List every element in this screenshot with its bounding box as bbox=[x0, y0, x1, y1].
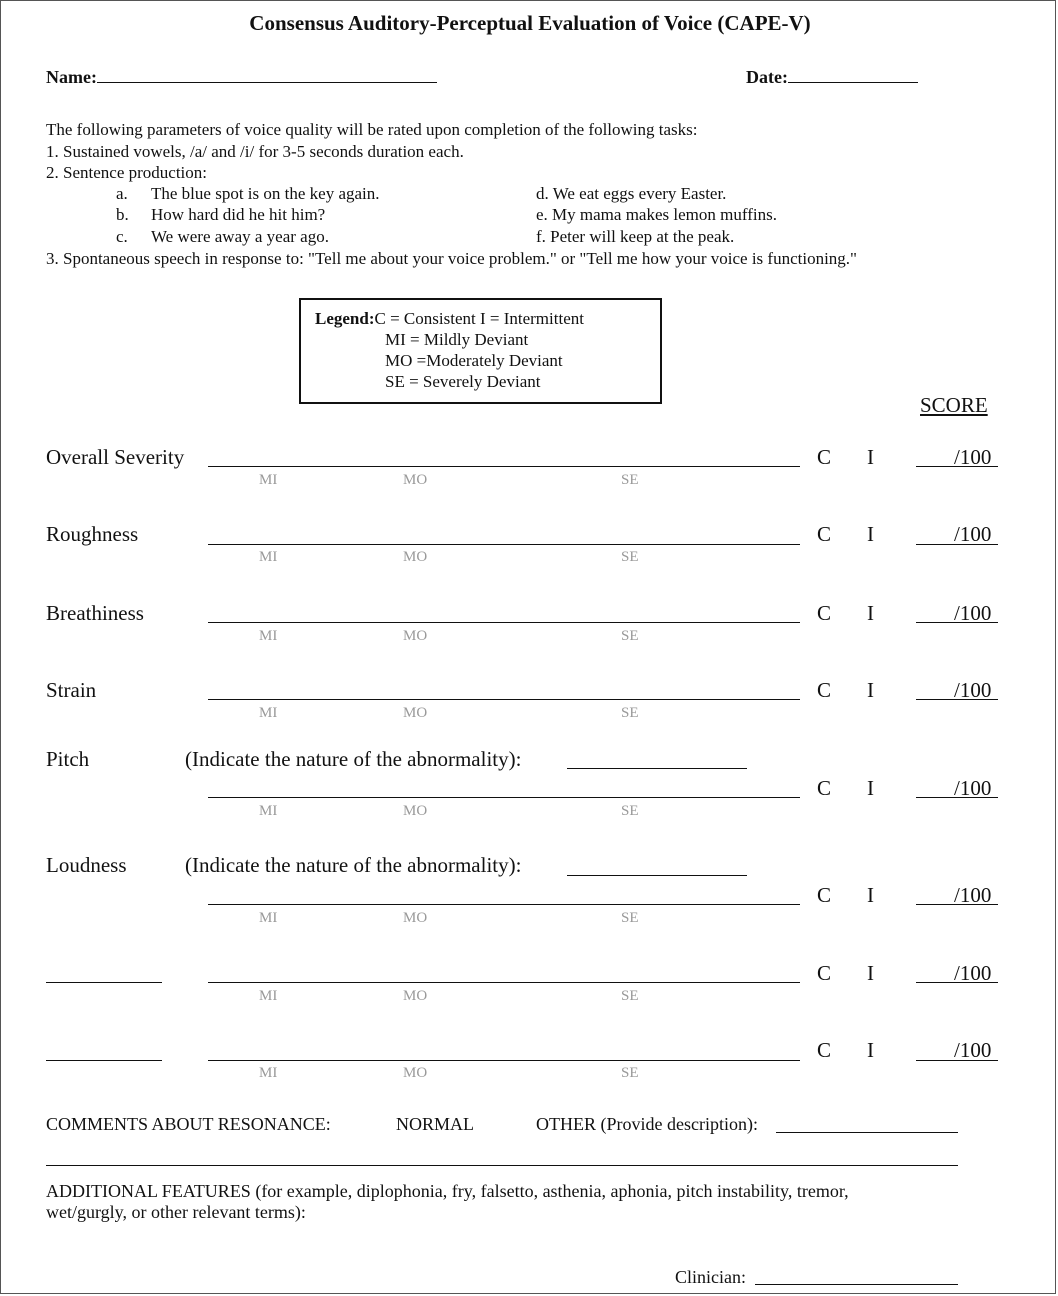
consistent-option[interactable]: C bbox=[817, 883, 832, 907]
task-3: 3. Spontaneous speech in response to: "Tell me about your voice problem." or "Tell me how your voice is functioning." bbox=[46, 249, 857, 268]
legend-line-1 bbox=[315, 309, 584, 329]
row-label-roughness: Roughness bbox=[46, 522, 139, 546]
tick-mo: MO bbox=[403, 549, 428, 565]
score-out-of: /100 bbox=[954, 776, 992, 800]
tick-mo: MO bbox=[403, 628, 428, 644]
consistent-option[interactable]: C bbox=[817, 522, 832, 546]
intermittent-option[interactable]: I bbox=[867, 1038, 874, 1062]
rating-line-pitch[interactable] bbox=[208, 797, 800, 798]
form-title: Consensus Auditory-Perceptual Evaluation of Voice (CAPE-V) bbox=[249, 11, 811, 35]
tick-mo: MO bbox=[403, 472, 428, 488]
tick-se: SE bbox=[621, 1065, 639, 1081]
score-out-of: /100 bbox=[954, 601, 992, 625]
name-field[interactable] bbox=[46, 67, 437, 88]
clinician-label: Clinician: bbox=[675, 1267, 746, 1287]
tick-se: SE bbox=[621, 910, 639, 926]
clinician-blank[interactable] bbox=[755, 1284, 958, 1285]
intermittent-option[interactable]: I bbox=[867, 961, 874, 985]
row-label-breathiness: Breathiness bbox=[46, 601, 144, 625]
rating-line-roughness[interactable] bbox=[208, 544, 800, 545]
score-out-of: /100 bbox=[954, 678, 992, 702]
tick-se: SE bbox=[621, 803, 639, 819]
tick-mi: MI bbox=[259, 1065, 278, 1081]
resonance-label: COMMENTS ABOUT RESONANCE: bbox=[46, 1114, 331, 1134]
sentence-b-letter: b. bbox=[116, 205, 129, 224]
name-blank[interactable] bbox=[97, 81, 437, 83]
sentence-c-letter: c. bbox=[116, 227, 128, 246]
tick-se: SE bbox=[621, 988, 639, 1004]
intro-line: The following parameters of voice quality will be rated upon completion of the following tasks: bbox=[46, 120, 698, 139]
resonance-other-label: OTHER (Provide description): bbox=[536, 1114, 758, 1134]
custom-parameter-blank[interactable] bbox=[46, 982, 162, 983]
loudness-abnormality-prompt: (Indicate the nature of the abnormality): bbox=[185, 853, 522, 877]
rating-line-breathiness[interactable] bbox=[208, 622, 800, 623]
date-blank[interactable] bbox=[788, 81, 918, 83]
row-label-pitch: Pitch bbox=[46, 747, 90, 771]
task-2: 2. Sentence production: bbox=[46, 163, 207, 182]
additional-features-line-2: wet/gurgly, or other relevant terms): bbox=[46, 1202, 306, 1222]
sentence-f: f. Peter will keep at the peak. bbox=[536, 227, 735, 246]
consistent-option[interactable]: C bbox=[817, 445, 832, 469]
resonance-normal-option[interactable]: NORMAL bbox=[396, 1114, 475, 1134]
pitch-abnormality-prompt: (Indicate the nature of the abnormality): bbox=[185, 747, 522, 771]
intermittent-option[interactable]: I bbox=[867, 445, 874, 469]
resonance-description-line[interactable] bbox=[46, 1165, 958, 1166]
legend-line-2: MI = Mildly Deviant bbox=[385, 330, 529, 349]
tick-mi: MI bbox=[259, 628, 278, 644]
loudness-abnormality-blank[interactable] bbox=[567, 875, 747, 876]
sentence-e: e. My mama makes lemon muffins. bbox=[536, 205, 777, 224]
tick-mi: MI bbox=[259, 803, 278, 819]
tick-se: SE bbox=[621, 628, 639, 644]
sentence-c: We were away a year ago. bbox=[151, 227, 329, 246]
legend-label: Legend: bbox=[315, 309, 375, 328]
intermittent-option[interactable]: I bbox=[867, 601, 874, 625]
tick-mo: MO bbox=[403, 910, 428, 926]
tick-mi: MI bbox=[259, 988, 278, 1004]
legend-box bbox=[299, 298, 662, 404]
date-field[interactable] bbox=[746, 67, 918, 88]
legend-line-4: SE = Severely Deviant bbox=[385, 372, 541, 391]
score-out-of: /100 bbox=[954, 883, 992, 907]
pitch-abnormality-blank[interactable] bbox=[567, 768, 747, 769]
score-out-of: /100 bbox=[954, 445, 992, 469]
tick-mo: MO bbox=[403, 705, 428, 721]
intermittent-option[interactable]: I bbox=[867, 522, 874, 546]
legend-line-3: MO =Moderately Deviant bbox=[385, 351, 563, 370]
row-label-strain: Strain bbox=[46, 678, 97, 702]
consistent-option[interactable]: C bbox=[817, 1038, 832, 1062]
sentence-a-letter: a. bbox=[116, 184, 128, 203]
custom-parameter-blank[interactable] bbox=[46, 1060, 162, 1061]
rating-line-strain[interactable] bbox=[208, 699, 800, 700]
tick-mo: MO bbox=[403, 988, 428, 1004]
tick-mi: MI bbox=[259, 910, 278, 926]
tick-mi: MI bbox=[259, 549, 278, 565]
score-out-of: /100 bbox=[954, 961, 992, 985]
consistent-option[interactable]: C bbox=[817, 678, 832, 702]
legend-consistent-intermittent: C = Consistent I = Intermittent bbox=[374, 309, 584, 328]
sentence-a: The blue spot is on the key again. bbox=[151, 184, 380, 203]
tick-mo: MO bbox=[403, 1065, 428, 1081]
score-out-of: /100 bbox=[954, 1038, 992, 1062]
rating-line-overall-severity[interactable] bbox=[208, 466, 800, 467]
tick-mo: MO bbox=[403, 803, 428, 819]
rating-line-loudness[interactable] bbox=[208, 904, 800, 905]
consistent-option[interactable]: C bbox=[817, 961, 832, 985]
score-header: SCORE bbox=[920, 393, 988, 417]
task-1: 1. Sustained vowels, /a/ and /i/ for 3-5 seconds duration each. bbox=[46, 142, 464, 161]
rating-line-custom-2[interactable] bbox=[208, 1060, 800, 1061]
intermittent-option[interactable]: I bbox=[867, 776, 874, 800]
consistent-option[interactable]: C bbox=[817, 776, 832, 800]
resonance-other-blank[interactable] bbox=[776, 1132, 958, 1133]
intermittent-option[interactable]: I bbox=[867, 883, 874, 907]
tick-se: SE bbox=[621, 472, 639, 488]
additional-features-line-1: ADDITIONAL FEATURES (for example, diplophonia, fry, falsetto, asthenia, aphonia, pitch instability, tremor, bbox=[46, 1181, 849, 1201]
tick-mi: MI bbox=[259, 705, 278, 721]
tick-mi: MI bbox=[259, 472, 278, 488]
rating-line-custom-1[interactable] bbox=[208, 982, 800, 983]
row-label-overall-severity: Overall Severity bbox=[46, 445, 185, 469]
sentence-d: d. We eat eggs every Easter. bbox=[536, 184, 727, 203]
row-label-loudness: Loudness bbox=[46, 853, 127, 877]
name-label: Name: bbox=[46, 67, 97, 87]
tick-se: SE bbox=[621, 705, 639, 721]
sentence-b: How hard did he hit him? bbox=[151, 205, 326, 224]
intermittent-option[interactable]: I bbox=[867, 678, 874, 702]
tick-se: SE bbox=[621, 549, 639, 565]
date-label: Date: bbox=[746, 67, 788, 87]
consistent-option[interactable]: C bbox=[817, 601, 832, 625]
score-out-of: /100 bbox=[954, 522, 992, 546]
